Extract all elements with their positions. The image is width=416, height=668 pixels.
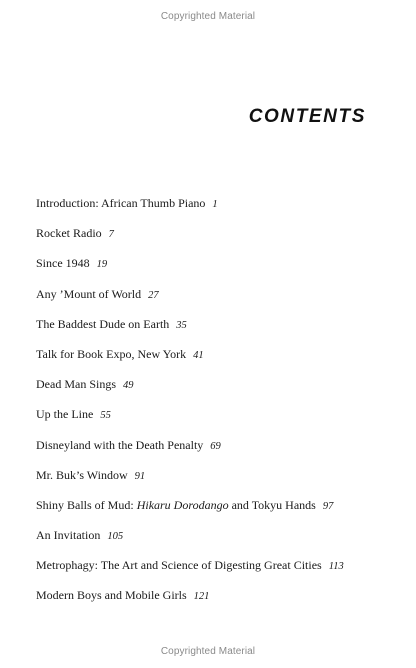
toc-entry-title <box>36 498 316 512</box>
toc-entry-title: Dead Man Sings <box>36 377 116 392</box>
toc-entry-page: 19 <box>96 259 108 271</box>
toc-entry <box>36 405 344 435</box>
toc-entry-page: 35 <box>176 319 187 331</box>
toc-entry-page: 55 <box>100 410 111 422</box>
toc-entry <box>36 496 344 526</box>
toc-entry-title: Up the Line <box>36 407 94 422</box>
toc-entry-page: 121 <box>193 591 210 603</box>
toc-entry <box>36 345 344 375</box>
toc-entry <box>36 466 344 496</box>
toc-entry-title: Since 1948 <box>36 256 90 271</box>
toc-entry <box>36 526 344 556</box>
toc-entry <box>36 436 344 466</box>
toc-entry-title: An Invitation <box>36 528 101 543</box>
toc-entry-page: 49 <box>123 380 134 392</box>
toc-entry-title: Introduction: African Thumb Piano <box>36 196 206 210</box>
toc-entry-page: 113 <box>328 561 344 573</box>
toc-entry-title: Any ’Mount of World <box>36 286 142 301</box>
toc-entry-title: The Baddest Dude on Earth <box>36 316 170 331</box>
toc-entry <box>36 315 344 345</box>
toc-entry <box>36 375 344 405</box>
toc-entry-page: 7 <box>108 229 114 241</box>
toc-entry-title: Rocket Radio <box>36 226 102 241</box>
toc-entry <box>36 556 344 586</box>
toc-entry-title: Mr. Buk’s Window <box>36 467 128 482</box>
toc-entry <box>36 194 344 224</box>
table-of-contents <box>36 194 344 617</box>
toc-entry-title-part: and Tokyu Hands <box>228 497 316 512</box>
toc-entry-title: Disneyland with the Death Penalty <box>36 437 204 452</box>
toc-entry-title-part: Shiny Balls of Mud: <box>36 497 137 512</box>
toc-entry <box>36 586 344 616</box>
toc-entry-page: 69 <box>210 440 221 452</box>
toc-entry-page: 97 <box>322 500 334 512</box>
toc-entry-title-italic: Hikaru Dorodango <box>136 497 229 512</box>
toc-entry-title: Talk for Book Expo, New York <box>36 346 187 361</box>
toc-entry-page: 41 <box>193 349 204 361</box>
toc-entry <box>36 224 344 254</box>
toc-entry-page: 105 <box>107 531 124 543</box>
toc-entry-page: 27 <box>148 289 159 301</box>
contents-heading: CONTENTS <box>248 106 366 127</box>
watermark-top: Copyrighted Material <box>160 11 256 22</box>
toc-entry-page: 1 <box>212 199 218 210</box>
toc-entry <box>36 285 344 315</box>
toc-entry <box>36 254 344 284</box>
toc-entry-title: Modern Boys and Mobile Girls <box>36 588 187 603</box>
watermark-bottom: Copyrighted Material <box>160 646 256 657</box>
toc-entry-title: Metrophagy: The Art and Science of Digesting Great Cities <box>36 558 322 573</box>
toc-entry-page: 91 <box>134 470 146 482</box>
